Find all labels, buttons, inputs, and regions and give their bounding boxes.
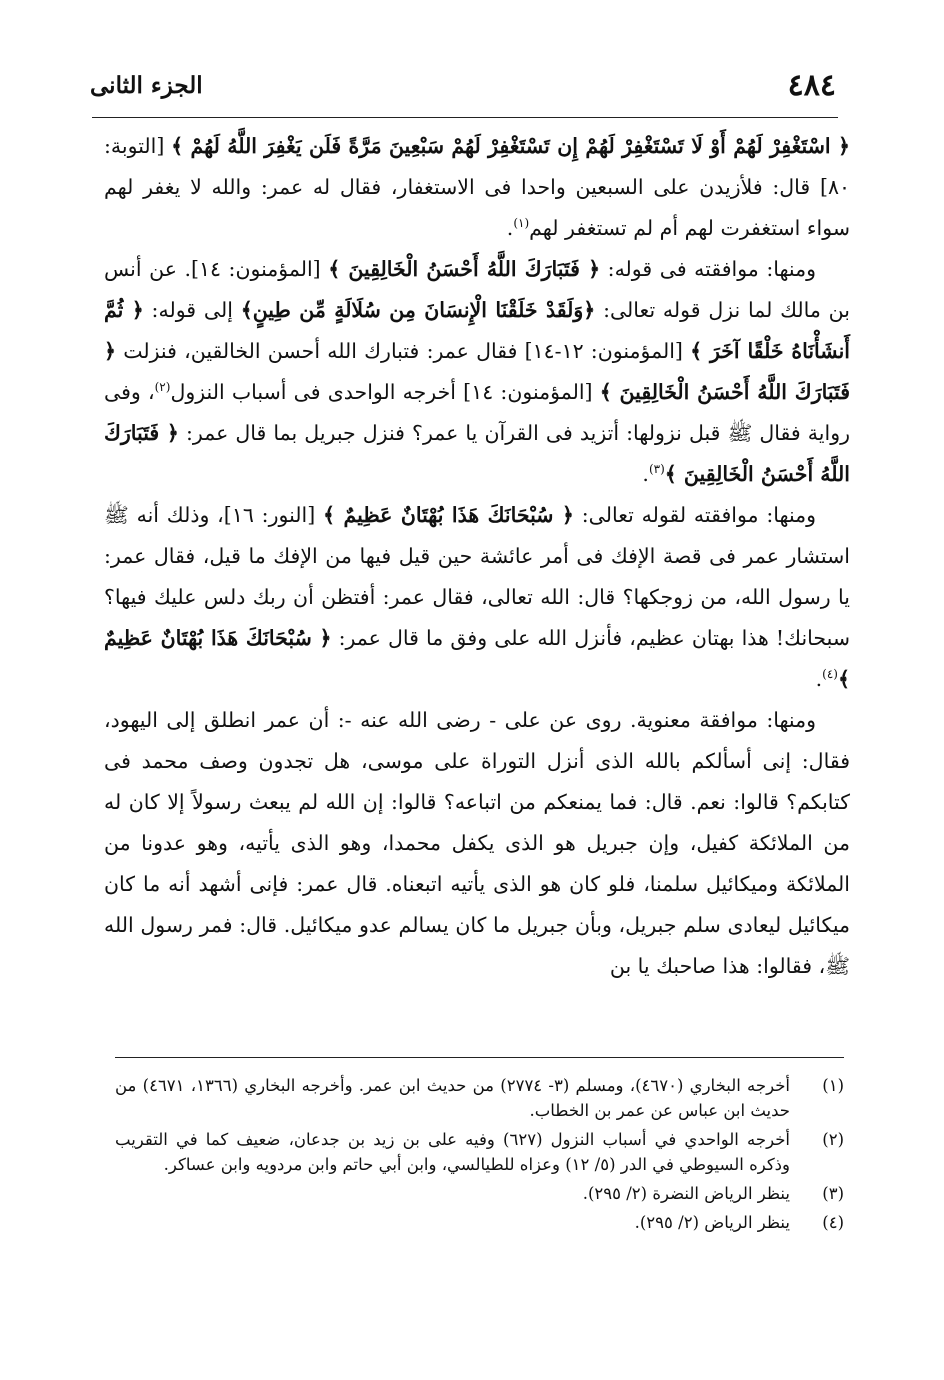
header-rule <box>92 117 838 118</box>
paragraph <box>104 126 850 249</box>
footnote <box>115 1073 844 1123</box>
text-run: [المؤمنون: ١٢-١٤] فقال عمر: فتبارك الله أحسن الخالقين، فنزلت <box>116 339 691 363</box>
paragraph <box>104 700 850 987</box>
footnote-text: أخرجه الواحدي في أسباب النزول (٦٢٧) وفيه على بن زيد بن جدعان، ضعيف كما في التقريب وذكره السيوطي في الدر (٥/ ١٢) وعزاه للطيالسي، وابن أبي حاتم وابن مردويه وابن عساكر. <box>115 1130 790 1174</box>
footnote-ref: (٤) <box>822 667 838 682</box>
quran-quote: ﴿ فَتَبَارَكَ اللَّهُ أَحْسَنُ الْخَالِقِينَ ﴾ <box>328 257 601 281</box>
paragraph <box>104 495 850 700</box>
quran-quote: ﴿ اسْتَغْفِرْ لَهُمْ أَوْ لَا تَسْتَغْفِرْ لَهُمْ إِن تَسْتَغْفِرْ لَهُمْ سَبْعِينَ مَرَّةً فَلَن يَغْفِرَ اللَّهُ لَهُمْ ﴾ <box>171 134 851 158</box>
quran-quote: ﴿ سُبْحَانَكَ هَذَا بُهْتَانٌ عَظِيمٌ ﴾ <box>104 626 850 691</box>
footnote-separator <box>115 1057 844 1058</box>
quran-quote: ﴿وَلَقَدْ خَلَقْنَا الْإِنسَانَ مِن سُلَالَةٍ مِّن طِينٍ﴾ <box>240 298 596 322</box>
footnote-text: أخرجه البخاري (٤٦٧٠)، ومسلم (٣- ٢٧٧٤) من حديث ابن عمر. وأخرجه البخاري (١٣٦٦، ٤٦٧١) من حديث ابن عباس عن عمر بن الخطاب. <box>115 1076 790 1120</box>
text-run: [التوبة: ٨٠] قال: فلأزيدن على السبعين واحدا فى الاستغفار، فقال له عمر: والله لا يغفر لهم سواء استغفرت لهم أم لم تستغفر لهم <box>104 134 850 240</box>
footnote-number: (٢) <box>822 1130 844 1149</box>
text-run: . <box>815 667 823 691</box>
footnote-number: (٤) <box>822 1213 844 1232</box>
running-title: الجزء الثانى <box>90 72 203 99</box>
footnote <box>115 1210 844 1235</box>
footnote-text: ينظر الرياض (٢/ ٢٩٥). <box>634 1213 790 1232</box>
text-run: ومنها: موافقته فى قوله: <box>600 257 816 281</box>
quran-quote: ﴿ ثُمَّ أَنشَأْنَاهُ خَلْقًا آخَرَ ﴾ <box>104 298 850 363</box>
quran-quote: ﴿ فَتَبَارَكَ اللَّهُ أَحْسَنُ الْخَالِقِينَ ﴾ <box>104 339 851 404</box>
footnote-number: (٣) <box>822 1184 844 1203</box>
footnote <box>115 1181 844 1206</box>
text-run: [النور: ١٦]، وذلك أنه ﷺ استشار عمر فى قصة الإفك فى أمر عائشة حين قيل فيها من الإفك ما قيل، فقال عمر: يا رسول الله، من زوجكها؟ قال: الله تعالى، فقال عمر: أفتظن أن ربك دلس عليك فيها؟ سبحانك! هذا بهتان عظيم، فأنزل الله على وفق ما قال عمر: <box>104 503 850 650</box>
text-run: ومنها: موافقة معنوية. روى عن على - رضى الله عنه -: أن عمر انطلق إلى اليهود، فقال: إنى أسألكم بالله الذى أنزل التوراة على موسى، هل تجدون وصف محمد فى كتابكم؟ قالوا: نعم. قال: فما يمنعكم من اتباعه؟ قالوا: إن الله لم يبعث رسولاً إلا كان له من الملائكة كفيل، وإن جبريل هو الذى يكفل محمدا، وهو الذى يأتيه، وهو عدونا من الملائكة وميكائيل سلمنا، فلو كان هو الذى يأتيه اتبعناه. قال عمر: فإنى أشهد أنه ما كان ميكائيل ليعادى سلم جبريل، وبأن جبريل ما كان يسالم عدو ميكائيل. قال: فمر رسول الله ﷺ، فقالوا: هذا صاحبك يا بن <box>104 708 850 978</box>
paragraph <box>104 249 850 495</box>
footnote-text: ينظر الرياض النضرة (٢/ ٢٩٥). <box>582 1184 790 1203</box>
footnote-ref: (٣) <box>648 462 665 477</box>
text-run: ومنها: موافقته لقوله تعالى: <box>573 503 817 527</box>
text-run: ، وفى رواية فقال ﷺ قبل نزولها: أتزيد فى القرآن يا عمر؟ فنزل جبريل بما قال عمر: <box>104 380 850 445</box>
text-run: إلى قوله: <box>143 298 241 322</box>
footnote-ref: (١) <box>513 216 530 231</box>
text-run: [المؤمنون: ١٤]. عن أنس بن مالك لما نزل قوله تعالى: <box>104 257 850 322</box>
page-header <box>90 66 836 110</box>
quran-quote: ﴿ سُبْحَانَكَ هَذَا بُهْتَانٌ عَظِيمٌ ﴾ <box>323 503 574 527</box>
footnote-ref: (٢) <box>154 380 171 395</box>
text-run: . <box>506 216 514 240</box>
body-text <box>104 126 850 987</box>
text-run: [المؤمنون: ١٤] أخرجه الواحدى فى أسباب النزول <box>170 380 600 404</box>
text-run: . <box>642 462 649 486</box>
quran-quote: ﴿ فَتَبَارَكَ اللَّهُ أَحْسَنُ الْخَالِقِينَ ﴾ <box>104 421 850 486</box>
footnotes <box>115 1073 844 1239</box>
footnote-number: (١) <box>822 1076 844 1095</box>
page-number: ٤٨٤ <box>787 68 836 103</box>
footnote <box>115 1127 844 1177</box>
